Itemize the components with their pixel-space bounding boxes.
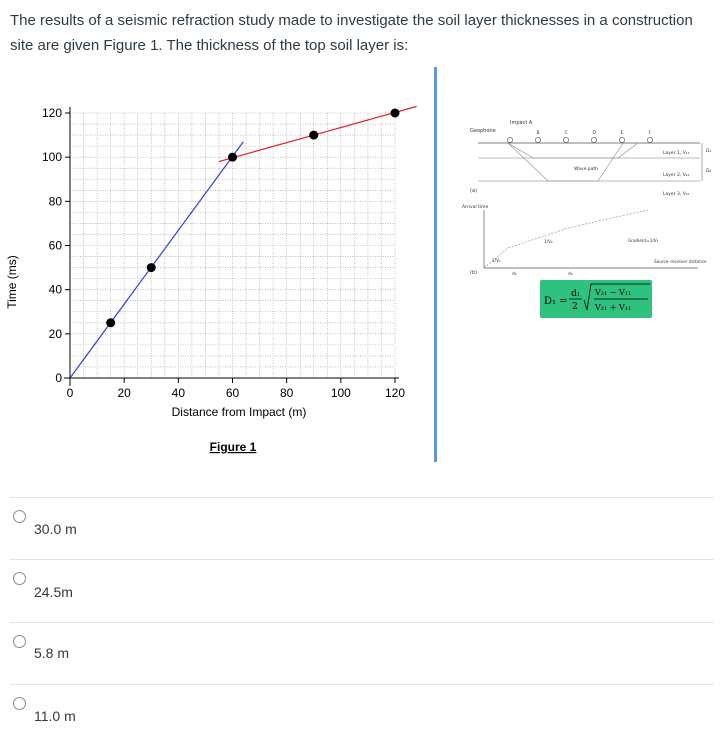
figure-divider [434,67,437,462]
geophone-label-letter: E [620,131,624,136]
geophone-label-letter: C [564,131,568,136]
geophone-label-letter: F [648,131,652,136]
y-tick-label: 60 [48,238,62,253]
travel-time-chart [0,60,430,470]
data-point [391,109,400,118]
formula-root-num: V₂₁ − V₁₁ [595,288,632,297]
answer-radio-3[interactable] [13,635,26,648]
arrival-label: Arrival time [462,205,489,210]
part-b-label: (b) [470,270,478,276]
y-tick-label: 100 [41,150,62,165]
wave-path-1 [508,143,638,158]
formula-lhs: D₁ = [544,296,568,307]
geophone-label-letter: B [536,131,540,136]
data-point [309,131,318,140]
part-a-label: (a) [470,188,477,194]
y-tick-label: 0 [55,371,62,385]
answer-radio-1[interactable] [13,510,26,523]
geophone-icon [563,137,568,142]
answer-label-2[interactable]: 24.5m [34,584,73,600]
answer-label-1[interactable]: 30.0 m [34,521,77,537]
answer-divider [10,497,714,498]
x-tick-label: 0 [66,386,74,400]
sketch-curve [484,210,648,268]
figure-area [0,60,726,470]
y-tick-label: 20 [48,326,62,341]
d2-label: D₂ [706,169,712,174]
layer3-label: Layer 3, V₃₁ [663,192,690,197]
y-axis-label: Time (ms) [5,255,19,309]
x-tick-label: 80 [279,386,294,400]
geophone-icon [647,137,652,142]
figure-caption: Figure 1 [209,440,257,454]
x2-label: d₂ [568,272,573,277]
x1-label: d₁ [512,272,517,277]
formula-frac-den: 2 [572,302,578,312]
layer-1-fit-line [70,142,243,378]
x-axis-label: Distance from Impact (m) [171,405,307,419]
answer-divider [10,684,714,685]
wave-path-label: Wave path [574,167,599,172]
x-tick-label: 120 [384,386,406,400]
geophone-icon [619,137,624,142]
answer-divider [10,559,714,560]
x-tick-label: 40 [171,386,186,400]
geophone-label-letter: D [592,131,596,136]
formula-frac-num: d₁ [571,289,581,299]
geophone-icon [591,137,596,142]
gradient-label: Gradient=1/V₃ [628,238,659,243]
answer-radio-4[interactable] [13,697,26,710]
layer1-label: Layer 1, V₁₁ [663,151,690,156]
y-tick-label: 120 [41,106,62,120]
geophone-row [507,130,652,143]
wave-path-2 [508,143,623,181]
y-tick-label: 80 [48,194,62,209]
answer-label-3[interactable]: 5.8 m [34,645,70,661]
refraction-schematic [448,110,718,340]
formula-root-den: V₂₁ + V₁₁ [595,303,632,312]
src-distance-label: Source–receiver distance [654,259,707,264]
data-point [147,263,156,272]
geophone-label: Geophone [470,128,496,134]
y-tick-label: 40 [48,282,62,297]
answer-divider [10,622,714,623]
slope2-label: 1/V₂ [544,239,553,244]
answer-label-4[interactable]: 11.0 m [34,708,76,724]
answer-radio-2[interactable] [13,572,26,585]
x-tick-label: 60 [225,386,240,400]
x-tick-label: 100 [330,386,351,400]
x-tick-label: 20 [117,386,131,400]
d1-label: D₁ [706,149,712,154]
question-text: The results of a seismic refraction study made to investigate the soil layer thicknesses in a construction site are given Figure 1. The thickness of the top soil layer is: [10,12,693,54]
layer2-label: Layer 2, V₂₁ [663,173,690,178]
impact-label: Impact A [510,120,533,126]
slope1-label: 1/V₁ [492,258,501,263]
data-point [106,318,115,327]
data-point [228,153,237,162]
geophone-icon [507,137,512,142]
geophone-icon [535,137,540,142]
